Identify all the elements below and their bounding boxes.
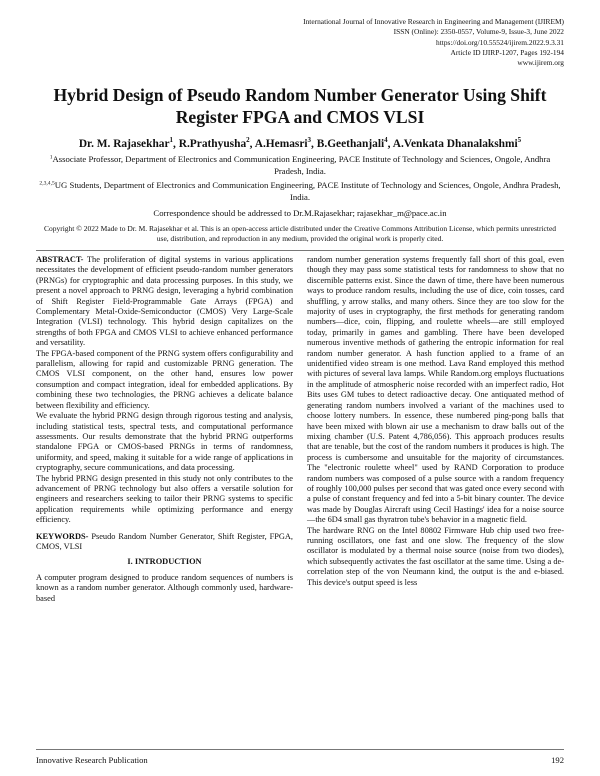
introduction-paragraph: A computer program designed to produce random sequences of numbers is known as a random number generator. Although commonly used, hardware-based — [36, 572, 293, 603]
affiliation-text: Associate Professor, Department of Electronics and Communication Engineering, PACE Institute of Technology and Sciences, Ongole, Andhra Pradesh, India. — [52, 154, 551, 177]
journal-doi[interactable]: https://doi.org/10.55524/ijirem.2022.9.3.31 — [436, 37, 564, 47]
keywords-paragraph — [36, 532, 293, 553]
section-heading-introduction: I. INTRODUCTION — [127, 557, 202, 567]
journal-article-id: Article ID IJIRP-1207, Pages 192-194 — [450, 47, 564, 57]
abstract-text: The proliferation of digital systems in various applications necessitates the development of efficient pseudo-random number generators (PRNGs) for cryptographic and data processing purposes. In this study, we present a novel approach to PRNG design, leveraging a hybrid combination of Shift Register Field-Programmable Gate Arrays (FPGA) and Complementary Metal-Oxide-Semiconductor (CMOS) Very Large-Scale Integration (VLSI) technology. This hybrid design capitalizes on the strengths of both FPGA and CMOS VLSI to achieve enhanced performance and versatility. — [36, 255, 293, 348]
author-sup: 3 — [307, 136, 312, 144]
author-sup: 5 — [517, 136, 522, 144]
affiliation-sup: 1 — [49, 154, 53, 161]
author-name: B.Geethanjali — [316, 138, 385, 150]
author-name: Dr. M. Rajasekhar — [78, 138, 170, 150]
journal-issn: ISSN (Online): 2350-0557, Volume-9, Issue-3, June 2022 — [393, 27, 564, 37]
abstract-paragraph: We evaluate the hybrid PRNG design through rigorous testing and analysis, including statistical tests, spectral tests, and computational performance assessments. Our results demonstrate that the hybrid PRNG outperforms standalone FPGA or CMOS-based PRNGs in terms of randomness, uniformity, and speed, making it suitable for a wide range of applications in cryptography, secure communications, and data processing. — [36, 411, 293, 473]
keywords-text: Pseudo Random Number Generator, Shift Register, FPGA, CMOS, VLSI — [36, 531, 294, 551]
footer-divider — [36, 749, 564, 750]
author-name: A.Venkata Dhanalakshmi — [392, 138, 518, 150]
correspondence: Correspondence should be addressed to Dr.M.Rajasekhar; rajasekhar_m@pace.ac.in — [153, 208, 447, 218]
author-name: A.Hemasri — [254, 138, 308, 150]
right-column — [307, 255, 564, 588]
body-paragraph: The hardware RNG on the Intel 80802 Firmware Hub chip used two free-running oscillators, one fast and one slow. The frequency of the slow oscillator is modulated by a thermal noise source (noise from two diodes), which subsequently activates the fast oscillator at the same time. Using a de-correlation step of the von Neumann kind, the output is the and e-biased. This device's output speed is less — [307, 525, 564, 587]
affiliation-2 — [36, 179, 564, 204]
body-paragraph: random number generation systems frequently fall short of this goal, even though they may pass some statistical tests for randomness to show that no discernible patterns exist. Since the dawn of time, there have been numerous ways to produce random results, including the use of dice, coin tosses, card shuffling, y arrow stalks, and many others. Since they are too slow for the majority of uses in cryptography, the first methods for generating random numbers—dice, coin, flipping, and roulette wheels—are still employed today, primarily in games and gambling. There have been developed numerous inventive methods of gathering the entropic information for real random number generator. A hash function applied to a frame of an unidentified video stream is one method. Lava Rand employed this method with pictures of several lava lamps. While Random.org employs fluctuations in the amplitude of atmospheric noise recorded with an imperfect radio, Hot Bits uses GM tubes to detect radioactive decay. One antiquated method of generating random numbers involved a variant of the machines used to choose lottery numbers. In essence, these numbered ping-pong balls that have been mixed with blown air use a mechanism to draw balls out of the mixing chamber (U.S. Patent 4,786,056). This approach produces results that are tenable, but the cost of the random numbers it produces is high. The process is cumbersome and unsuitable for the majority of circumstances. The "electronic roulette wheel" used by RAND Corporation to produce random numbers was composed of a pulse source with a random frequency of roughly 100,000 pulses per second that was gated once every second with a pulse of constant frequency and fed into a 5-bit binary counter. The device was made by Douglas Aircraft using Cecil Hastings' idea for a noise source—the 6D4 small gas thyratron tube's behavior in a magnetic field. — [307, 255, 564, 525]
journal-name: International Journal of Innovative Research in Engineering and Management (IJIREM) — [303, 17, 564, 26]
affiliation-sup: 2,3,4,5 — [39, 180, 55, 187]
page-number: 192 — [551, 755, 564, 765]
abstract-paragraph: The hybrid PRNG design presented in this study not only contributes to the advancement of PRNG technology but also offers a versatile solution for engineers and researchers seeking to tailor their PRNG systems to specific application requirements while optimizing performance and energy efficiency. — [36, 473, 293, 525]
affiliation-1 — [36, 153, 564, 178]
author-name: R.Prathyusha — [178, 138, 247, 150]
journal-website[interactable]: www.ijirem.org — [517, 58, 564, 68]
abstract-label: ABSTRACT- — [36, 255, 84, 264]
paper-title: Hybrid Design of Pseudo Random Number Generator Using Shift Register FPGA and CMOS VLSI — [53, 85, 547, 127]
footer-publisher: Innovative Research Publication — [36, 755, 148, 765]
author-list: Dr. M. Rajasekhar$^1$, R.Prathyusha$^2$, A.Hemasri$^3$, B.Geethanjali$^4$, A.Venkata Dhanalakshmi$^5$ — [78, 136, 522, 150]
copyright-notice: Copyright © 2022 Made to Dr. M. Rajasekhar et al. This is an open-access article distributed under the Creative Commons Attribution License, which permits unrestricted use, distribution, and reproduction in any medium, provided the original work is properly cited. — [43, 224, 557, 243]
author-sup: 2 — [246, 136, 250, 144]
affiliation-text: UG Students, Department of Electronics and Communication Engineering, PACE Institute of Technology and Sciences, Ongole, Andhra Pradesh, India. — [54, 180, 561, 203]
author-sup: 1 — [169, 136, 174, 144]
left-column — [36, 255, 293, 604]
keywords-label: KEYWORDS- — [36, 531, 89, 541]
abstract-paragraph: The FPGA-based component of the PRNG system offers configurability and parallelism, allowing for rapid and customizable PRNG generation. The CMOS VLSI component, on the other hand, ensures low power consumption and compact integration, ideal for embedded applications. By combining these two technologies, the PRNG achieves a delicate balance between flexibility and efficiency. — [36, 348, 293, 410]
abstract-paragraph — [36, 255, 293, 349]
header-divider — [36, 250, 564, 251]
author-sup: 4 — [384, 136, 388, 144]
journal-header — [303, 17, 564, 68]
